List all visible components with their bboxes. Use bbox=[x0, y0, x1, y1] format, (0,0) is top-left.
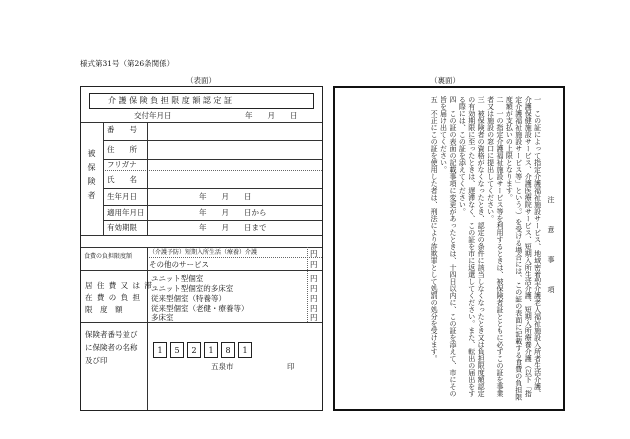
residence-row-unit-semiprivate: ユニット型個室的多床室 bbox=[151, 284, 234, 293]
residence-label-line1: 居 住 費 又 は 滞 bbox=[85, 281, 153, 290]
food-unit-1: 円 bbox=[310, 249, 318, 258]
field-number: 番 号 bbox=[107, 125, 137, 134]
insured-person-label: 被保険者 bbox=[87, 149, 96, 205]
residence-row-conventional-tokuyo: 従来型個室（特養等） bbox=[151, 294, 226, 303]
notes-title: 注 意 事 項 bbox=[547, 196, 555, 301]
insurer-digit: 8 bbox=[221, 342, 235, 358]
residence-unit-1: 円 bbox=[310, 274, 318, 283]
insurer-digit: 2 bbox=[187, 342, 201, 358]
note-item: 三 被保険者の資格がなくなったとき、認定の条件に該当しなくなったとき又は負担限度額認定の有効期限に至ったときは、遅滞なく、この証を市に返還してください。また、転出の届出をする際には、この証を添えてください。 bbox=[458, 96, 486, 397]
food-row-other: その他のサービス bbox=[149, 260, 209, 269]
back-notes-card bbox=[333, 86, 565, 411]
insurer-digit: 1 bbox=[153, 342, 167, 358]
insurer-label-line1: 保険者番号並び bbox=[85, 330, 138, 339]
insurer-digit: 1 bbox=[204, 342, 218, 358]
back-side-label: （裏面） bbox=[430, 76, 460, 85]
insurer-label-line3: 及び印 bbox=[85, 356, 108, 365]
expiry-date-value: 年 月 日まで bbox=[199, 223, 267, 232]
issue-date-label: 交付年月日 bbox=[134, 111, 172, 120]
seal-mark: 印 bbox=[287, 362, 295, 371]
insurer-digit: 5 bbox=[170, 342, 184, 358]
field-apply-date: 適用年月日 bbox=[107, 208, 145, 217]
birth-date-value: 年 月 日 bbox=[199, 192, 252, 201]
residence-unit-3: 円 bbox=[310, 294, 318, 303]
residence-row-unit-private: ユニット型個室 bbox=[151, 274, 204, 283]
field-furigana: フリガナ bbox=[107, 160, 137, 169]
food-row-short-stay: （介護予防）短期入所生活（療養）介護 bbox=[149, 249, 258, 256]
certificate-title: 介 護 保 険 負 担 限 度 額 認 定 証 bbox=[108, 96, 232, 105]
form-number: 様式第31号（第26条関係） bbox=[80, 59, 175, 68]
issue-date-value: 年 月 日 bbox=[245, 111, 298, 120]
field-birth-date: 生年月日 bbox=[107, 192, 137, 201]
residence-unit-4: 円 bbox=[310, 304, 318, 313]
note-item: 五 不正にこの証を使用した者は、刑法により詐欺罪として処罰の処分を受けます。 bbox=[430, 96, 439, 362]
note-item: 四 この証の表面の記載事項に変更があったときは、十四日以内に、この証を添えて、市にその旨を届け出てください。 bbox=[439, 96, 457, 397]
residence-unit-2: 円 bbox=[310, 284, 318, 293]
notes-body bbox=[343, 96, 555, 401]
insurer-digit: 1 bbox=[238, 342, 252, 358]
residence-unit-5: 円 bbox=[310, 313, 318, 322]
insurer-name: 五泉市 bbox=[211, 362, 234, 371]
title-box bbox=[89, 93, 314, 109]
note-item: 一 この証によって指定介護福祉施設サービス、地域密着型介護老人福祉施設入所者生活介護、介護保健施設サービス、介護医療院サービス、短期入所生活介護、短期入所療養介護（以下「指定介護福祉施設サービス等」という。）を受ける場合には、この証の表面に記載する食費の負担限度額が支払いの上限となります。 bbox=[505, 96, 542, 401]
insurer-label-line2: に保険者の名称 bbox=[85, 343, 138, 352]
note-item: 二 一の指定介護福祉施設サービス等を利用するときは、被保険者証とともに必ずこの証を事業者又は施設の窓口に提出してください。 bbox=[486, 96, 504, 397]
residence-row-conventional-roken: 従来型個室（老健・療養等） bbox=[151, 304, 249, 313]
residence-label-line3: 限 度 額 bbox=[85, 305, 123, 314]
residence-row-multi-bed: 多床室 bbox=[151, 313, 174, 322]
food-unit-2: 円 bbox=[310, 260, 318, 269]
residence-label-line2: 在 費 の 負 担 bbox=[85, 293, 142, 302]
field-expiry-date: 有効期限 bbox=[107, 223, 137, 232]
front-side-label: （表面） bbox=[186, 76, 216, 85]
apply-date-value: 年 月 日から bbox=[199, 208, 267, 217]
food-cost-label: 食費の負担限度額 bbox=[84, 253, 133, 260]
field-address: 住 所 bbox=[107, 145, 137, 154]
field-name: 氏 名 bbox=[107, 175, 137, 184]
